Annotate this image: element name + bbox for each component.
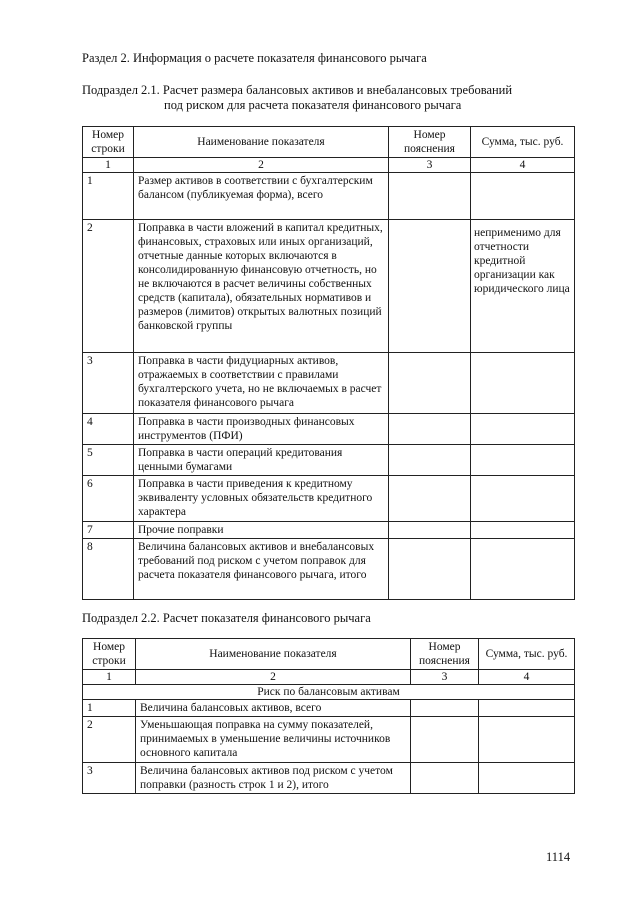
row-number: 3: [83, 353, 134, 414]
indicator-name: Поправка в части вложений в капитал кредитных, финансовых, страховых или иных организаций, отчетные данные которых включаются в консолидированную финансовую отчетность, но не включаются в расчет величины собственных средств (капитала), обязательных нормативов и размеров (лимитов) открытых валютных позиций банковской группы: [134, 220, 389, 353]
table-row: [83, 414, 575, 445]
section-title: Раздел 2. Информация о расчете показателя финансового рычага: [82, 51, 427, 65]
row-number: 1: [83, 700, 136, 717]
indicator-name: Уменьшающая поправка на сумму показателей, принимаемых в уменьшение величины источников основного капитала: [136, 717, 411, 763]
note-cell: [389, 476, 471, 522]
amount-cell: [479, 700, 575, 717]
note-cell: [389, 173, 471, 220]
table-row: [83, 476, 575, 522]
amount-cell: [471, 476, 575, 522]
table-row: [83, 353, 575, 414]
table-row: [83, 445, 575, 476]
header-indicator-name: Наименование показателя: [136, 639, 411, 670]
amount-cell: [471, 353, 575, 414]
table-row: [83, 220, 575, 353]
note-cell: [389, 353, 471, 414]
indicator-name: Поправка в части приведения к кредитному эквиваленту условных обязательств кредитного характера: [134, 476, 389, 522]
indicator-name: Величина балансовых активов и внебалансовых требований под риском с учетом поправок для расчета показателя финансового рычага, итого: [134, 539, 389, 600]
subsection1-title-line2: под риском для расчета показателя финансового рычага: [164, 98, 462, 112]
header-row-number: Номер строки: [83, 639, 136, 670]
column-number: 1: [83, 158, 134, 173]
group-title: Риск по балансовым активам: [83, 685, 575, 700]
row-number: 6: [83, 476, 134, 522]
amount-cell: [471, 522, 575, 539]
column-number: 4: [471, 158, 575, 173]
column-number: 3: [411, 670, 479, 685]
row-number: 5: [83, 445, 134, 476]
table-row: [83, 522, 575, 539]
page-number: 1114: [546, 850, 571, 864]
column-number: 1: [83, 670, 136, 685]
table-row: [83, 539, 575, 600]
note-cell: [389, 522, 471, 539]
indicator-name: Поправка в части производных финансовых инструментов (ПФИ): [134, 414, 389, 445]
header-indicator-name: Наименование показателя: [134, 127, 389, 158]
table-row: [83, 717, 575, 763]
table-row: [83, 700, 575, 717]
leverage-ratio-table: [82, 638, 575, 794]
row-number: 1: [83, 173, 134, 220]
table-row: [83, 173, 575, 220]
note-cell: [389, 539, 471, 600]
header-amount: Сумма, тыс. руб.: [471, 127, 575, 158]
header-amount: Сумма, тыс. руб.: [479, 639, 575, 670]
indicator-name: Поправка в части фидуциарных активов, отражаемых в соответствии с правилами бухгалтерского учета, но не включаемых в расчет показателя финансового рычага: [134, 353, 389, 414]
note-cell: [411, 700, 479, 717]
indicator-name: Размер активов в соответствии с бухгалтерским балансом (публикуемая форма), всего: [134, 173, 389, 220]
header-note-number: Номер пояснения: [411, 639, 479, 670]
column-number: 2: [134, 158, 389, 173]
column-number: 4: [479, 670, 575, 685]
table-row: [83, 763, 575, 794]
row-number: 7: [83, 522, 134, 539]
row-number: 2: [83, 717, 136, 763]
header-row-number: Номер строки: [83, 127, 134, 158]
row-number: 4: [83, 414, 134, 445]
amount-cell: [471, 173, 575, 220]
subsection1-title-line1: Подраздел 2.1. Расчет размера балансовых активов и внебалансовых требований: [82, 83, 513, 97]
amount-cell: [479, 717, 575, 763]
indicator-name: Прочие поправки: [134, 522, 389, 539]
note-cell: [389, 414, 471, 445]
leverage-assets-table: [82, 126, 575, 600]
row-number: 2: [83, 220, 134, 353]
indicator-name: Поправка в части операций кредитования ценными бумагами: [134, 445, 389, 476]
note-cell: [389, 445, 471, 476]
note-cell: [411, 763, 479, 794]
amount-cell: [471, 445, 575, 476]
amount-cell: [471, 539, 575, 600]
note-cell: [411, 717, 479, 763]
header-note-number: Номер пояснения: [389, 127, 471, 158]
row-number: 8: [83, 539, 134, 600]
note-cell: [389, 220, 471, 353]
amount-cell: [479, 763, 575, 794]
column-number: 2: [136, 670, 411, 685]
row-number: 3: [83, 763, 136, 794]
indicator-name: Величина балансовых активов под риском с учетом поправки (разность строк 1 и 2), итого: [136, 763, 411, 794]
column-number: 3: [389, 158, 471, 173]
amount-cell: неприменимо для отчетности кредитной организации как юридического лица: [471, 220, 575, 353]
subsection2-title: Подраздел 2.2. Расчет показателя финансового рычага: [82, 611, 371, 625]
amount-cell: [471, 414, 575, 445]
indicator-name: Величина балансовых активов, всего: [136, 700, 411, 717]
